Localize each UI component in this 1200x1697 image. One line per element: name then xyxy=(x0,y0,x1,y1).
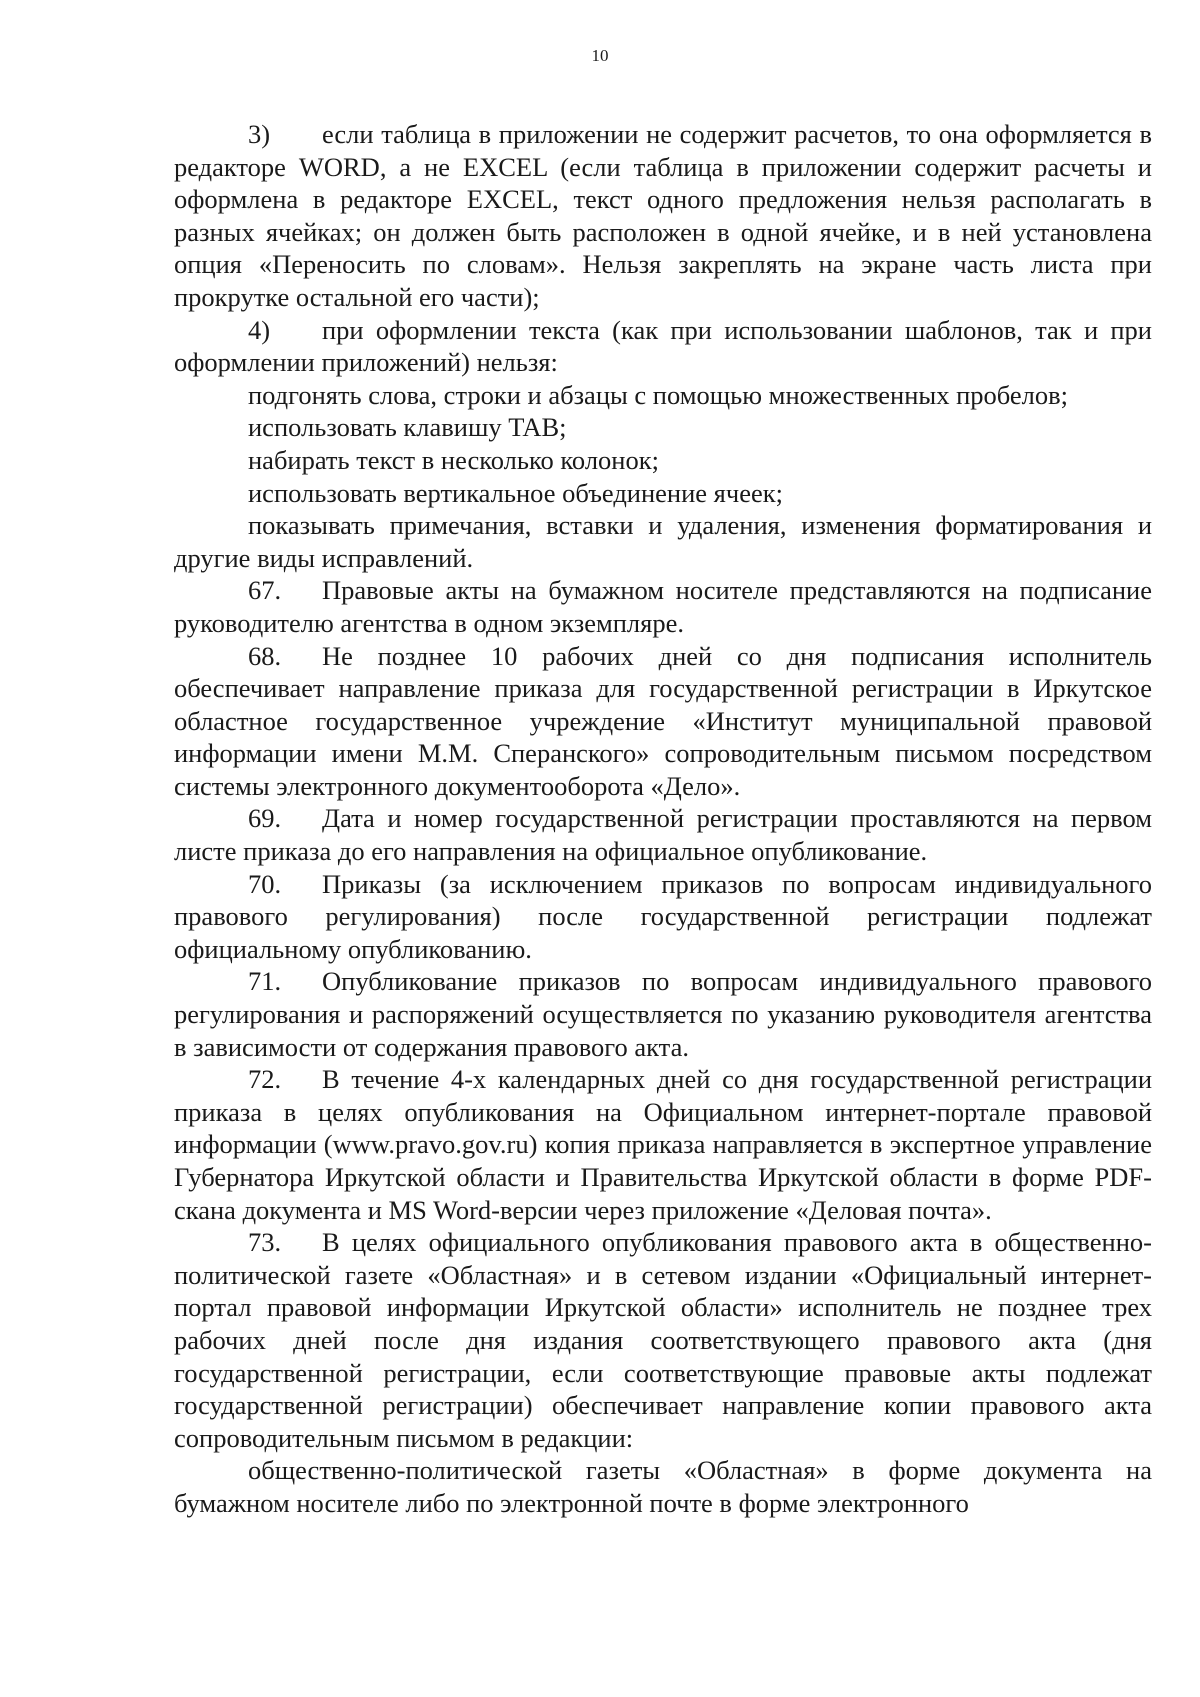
clause-68 xyxy=(174,640,1152,803)
paragraph-3 xyxy=(174,118,1152,314)
clause-73 xyxy=(174,1226,1152,1454)
clause-number: 71. xyxy=(248,966,282,997)
list-item: набирать текст в несколько колонок; xyxy=(248,444,659,475)
final-paragraph: общественно-политической газеты «Областная» в форме документа на бумажном носителе либо по электронной почте в форме электронного xyxy=(174,1455,1152,1518)
paragraph-number: 4) xyxy=(248,314,271,345)
clause-71 xyxy=(174,965,1152,1063)
list-item: использовать вертикальное объединение ячеек; xyxy=(248,477,783,508)
clause-text: Дата и номер государственной регистрации проставляются на первом листе приказа до его направления на официальное опубликование. xyxy=(174,803,1152,867)
clause-text: В целях официального опубликования правового акта в общественно-политической газете «Областная» и в сетевом издании «Официальный интернет-портал правовой информации Иркутской области» исполнитель не позднее трех рабочих дней после дня издания соответствующего правового акта (дня государственной регистрации, если соответствующие правовые акты подлежат государственной регистрации) обеспечивает направление копии правового акта сопроводительным письмом в редакции: xyxy=(174,1227,1152,1453)
paragraph-text: если таблица в приложении не содержит расчетов, то она оформляется в редакторе WORD, а не EXCEL (если таблица в приложении содержит расчеты и оформлена в редакторе EXCEL, текст одного предложения нельзя располагать в разных ячейках; он должен быть расположен в одной ячейке, и в ней установлена опция «Переносить по словам». Нельзя закреплять на экране часть листа при прокрутке остальной его части); xyxy=(174,119,1152,312)
clause-70 xyxy=(174,868,1152,966)
paragraph-number: 3) xyxy=(248,119,271,149)
clause-number: 68. xyxy=(248,640,282,671)
clause-text: Не позднее 10 рабочих дней со дня подписания исполнитель обеспечивает направление приказа для государственной регистрации в Иркутское областное государственное учреждение «Институт муниципальной правовой информации имени М.М. Сперанского» сопроводительным письмом посредством системы электронного документооборота «Дело». xyxy=(174,640,1152,801)
clause-number: 73. xyxy=(248,1227,282,1258)
paragraph-text: при оформлении текста (как при использовании шаблонов, так и при оформлении приложений) нельзя: xyxy=(174,314,1152,378)
page-number: 10 xyxy=(591,46,609,65)
paragraph-4 xyxy=(174,314,1152,379)
clause-text: Опубликование приказов по вопросам индивидуального правового регулирования и распоряжений осуществляется по указанию руководителя агентства в зависимости от содержания правового акта. xyxy=(174,966,1152,1062)
clause-text: Приказы (за исключением приказов по вопросам индивидуального правового регулирования) после государственной регистрации подлежат официальному опубликованию. xyxy=(174,868,1152,964)
clause-72 xyxy=(174,1063,1152,1226)
document-body xyxy=(174,118,1152,1520)
clause-text: В течение 4-х календарных дней со дня государственной регистрации приказа в целях опубликования на Официальном интернет-портале правовой информации (www.pravo.gov.ru) копия приказа направляется в экспертное управление Губернатора Иркутской области и Правительства Иркутской области в форме PDF-скана документа и MS Word-версии через приложение «Деловая почта». xyxy=(174,1064,1152,1225)
list-item: показывать примечания, вставки и удаления, изменения форматирования и другие виды исправлений. xyxy=(174,510,1152,573)
clause-number: 72. xyxy=(248,1064,282,1095)
clause-number: 70. xyxy=(248,868,282,899)
list-item: использовать клавишу TAB; xyxy=(248,412,567,443)
clause-number: 69. xyxy=(248,803,282,834)
clause-text: Правовые акты на бумажном носителе представляются на подписание руководителю агентства в одном экземпляре. xyxy=(174,575,1152,638)
clause-67 xyxy=(174,574,1152,639)
clause-69 xyxy=(174,802,1152,867)
list-item: подгонять слова, строки и абзацы с помощью множественных пробелов; xyxy=(248,379,1069,410)
clause-number: 67. xyxy=(248,575,282,606)
